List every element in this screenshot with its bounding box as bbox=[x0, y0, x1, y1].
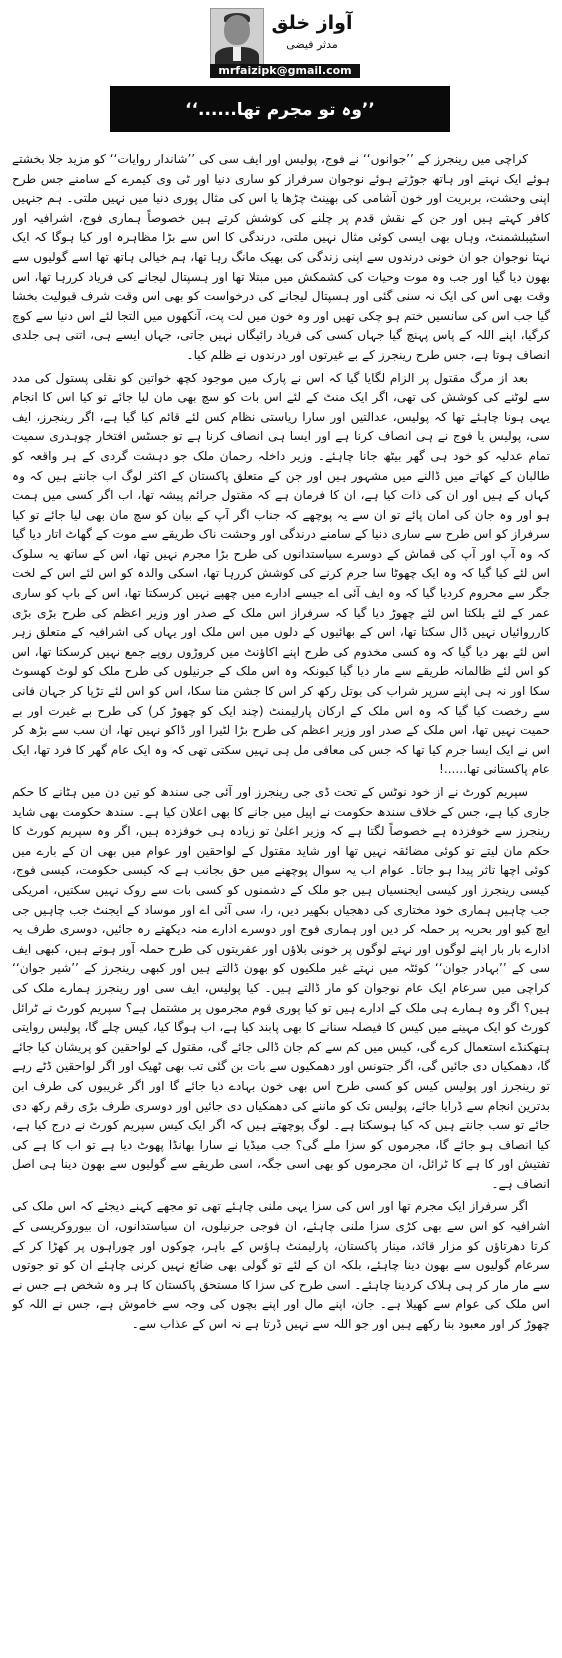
article-paragraph: بعد از مرگ مقتول پر الزام لگایا گیا کہ اس نے پارک میں موجود کچھ خواتین کو نقلی پستول کی مدد سے لوٹنے کی کوشش کی تھی، اگر ایک منٹ کے لئے اس بات کو سچ بھی مان لیا جائے تو کیا اس کا انجام یہی ہونا چاہئے تھا کہ پولیس، عدالتیں اور سارا ریاستی نظام کس لئے قائم کیا گیا ہے، اگر رینجرز، ایف سی، پولیس یا فوج نے ہی انصاف کرنا ہے اور ایسا ہی انصاف کرنا ہے تو جسٹس افتخار چوہدری سمیت تمام عدلیہ کو خود ہی گھر بیٹھ جانا چاہئے۔ وزیر داخلہ رحمان ملک جو دہشت گردی کے ہر واقعہ کو طالبان کے کھاتے میں ڈالنے میں مشہور ہیں اور جن کے متعلق پاکستان کے اکثر لوگ اب جانتے ہیں کہ وہ کہاں کے ہیں اور ان کی ذات کیا ہے، ان کا فرمان ہے کہ مقتول جرائم پیشہ تھا، اب اگر کسی میں ہمت ہو اور وہ جان کی امان پائے تو ان سے یہ پوچھے کہ جناب اگر آپ کے بیان کو سچ مان بھی لیا جائے تو کیا سرفراز کو اس طرح سے ساری دنیا کے سامنے درندگی اور وحشت ناک طریقے سے موت کے گھاٹ اتار دیا گیا کہ وہ آپ اور آپ کی قماش کے دوسرے سیاستدانوں کی طرح بڑا مجرم نہیں تھا، اس کے ساتھ یہ سلوک اس لئے کیا گیا کہ وہ ایک چھوٹا سا جرم کرنے کی کوشش کررہا تھا، اسکی والدہ کو اس لئے اس کے لخت جگر سے محروم کردیا گیا کہ وہ ایف آئی اے جیسے ادارے میں چھپے نہیں کرسکتا تھا، اس کے باپ کو ساری عمر کے لئے بلکتا اس لئے چھوڑ دیا گیا کہ سرفراز اس ملک کے صدر اور وزیر اعظم کی طرح بڑی بڑی کارروائیاں نہیں ڈال سکتا تھا، اس کے بھائیوں کے دلوں میں اس ملک اور یہاں کی اشرافیہ کے متعلق زہر اس لئے بھر دیا گیا کہ وہ کسی مخدوم کی طرح اپنے اکاؤنٹ میں کروڑوں روپے جمع نہیں کرسکتا تھا، اس کو اس لئے ظالمانہ طریقے سے مار دیا گیا کیونکہ وہ اس ملک کے جرنیلوں کی طرح ملک کو لوٹ کھسوٹ سکا اور نہ ہی اپنے سرپر شراب کی بوتل رکھ کر اس کا جشن منا سکا، اس کو اس لئے تڑپا کر جہان فانی سے رخصت کیا گیا کہ وہ اس ملک کے ارکان پارلیمنٹ (چند ایک کو چھوڑ کر) کی طرح بے غیرت اور بے حمیت نہیں تھا، اس ملک کے صدر اور وزیر اعظم کی طرح بڑا لٹیرا اور ڈاکو نہیں تھا، ان سب سے بڑھ کر اس نے ایک ایسا جرم کیا تھا کہ جس کی معافی مل ہی نہیں سکتی تھی کہ وہ ایک عام گھر کا فرد تھا، ایک عام پاکستانی تھا......! bbox=[12, 370, 550, 777]
article-paragraph: کراچی میں رینجرز کے ’’جوانوں‘‘ نے فوج، پولیس اور ایف سی کی ’’شاندار روایات‘‘ کو مزید جلا بخشتے ہوئے ایک نہتے اور ہاتھ جوڑتے ہوئے نوجوان سرفراز کو ساری دنیا اور ٹی وی کیمرے کے سامنے جس طرح اپنی وحشت، بربریت اور خون آشامی کی بھینٹ چڑھا یا اس کی مثال پوری دنیا میں نہیں ملتی۔ ہم جنہیں کافر کہتے ہیں اور جن کے نقش قدم پر چلنے کی کوشش کرتے ہیں خصوصاً ہماری فوج، اشرافیہ اور اسٹیبلشمنٹ، وہاں بھی ایسی کوئی مثال نہیں ملتی، درندگی کا اس سے بڑا مظاہرہ اور کیا ہوگا کہ ایک نہتا نوجوان جو ان خونی درندوں سے اپنی زندگی کی بھیک مانگ رہا تھا، ہم خیالی ہاتھ تھا اسے گولیوں سے بھون دیا گیا اور جب وہ موت وحیات کی کشمکش میں مبتلا تھا اور ہسپتال لیجانے کی فریاد کررہا تھا، اس وقت بھی اس کی ایک نہ سنی گئی اور ہسپتال لیجانے کی درخواست کو بھی اس وقت شرف قبولیت بخشا گیا جب اس کی سانسیں ختم ہو چکی تھیں اور وہ خون میں لت پت، آنکھوں میں التجا لئے اس دنیا سے کوچ کرگیا، اپنے اللہ کے پاس پہنچ گیا جہاں کسی کی فریاد رائیگاں نہیں جاتی، جہاں ایسے ہی، اتنی ہی جلدی انصاف ہوتا ہے، جس طرح رینجرز کے بے غیرتوں اور درندوں نے ظلم کیا۔ bbox=[12, 152, 550, 362]
column-author: مدثر فیضی bbox=[286, 38, 338, 51]
headline-banner bbox=[110, 86, 450, 132]
column-title: آواز خلق bbox=[271, 12, 353, 34]
article-body bbox=[12, 150, 550, 1640]
article-paragraph: اگر سرفراز ایک مجرم تھا اور اس کی سزا یہی ملنی چاہئے تھی تو مجھے کہنے دیجئے کہ اس ملک کی اشرافیہ کو اس سے بھی کڑی سزا ملنی چاہئے، ان فوجی جرنیلوں، ان سیاستدانوں، ان بیوروکریسی کے کرتا دھرتاؤں کو مزار قائد، مینار پاکستان، پارلیمنٹ ہاؤس کے باہر، چوکوں اور چوراہوں پر کھڑا کر کے سرعام گولیوں سے بھون دینا چاہئے، بلکہ ان کے لئے تو گولی بھی ضائع نہیں کرنی چاہئے ان کو تو جوتوں سے مار مار کر ہی ہلاک کردینا چاہئے۔ اسی طرح کی سزا کا مستحق پاکستان کا ہر وہ شخص ہے جس نے اس ملک کی عوام سے کھیلا ہے۔ جان، اپنے مال اور اپنے بچوں کی وجہ سے خاموش ہے، جس نے اللہ کو چھوڑ کر اور معبود بنا رکھے ہیں اور جو اللہ سے نہیں ڈرتا ہے نہ اس کے عذاب سے۔ bbox=[12, 1199, 550, 1332]
author-email: mrfaizipk@gmail.com bbox=[210, 64, 360, 78]
article-paragraph: سپریم کورٹ نے از خود نوٹس کے تحت ڈی جی رینجرز اور آئی جی سندھ کو تین دن میں ہٹانے کا حکم جاری کیا ہے، جس کے خلاف سندھ حکومت نے اپیل میں جانے کا بھی اعلان کیا ہے۔ سندھ حکومت بھی شاید رینجرز سے خوفزدہ ہے خصوصاً لگتا ہے کہ وزیر اعلیٰ تو زیادہ ہی خوفزدہ ہیں، اگر وہ سپریم کورٹ کا حکم مان لیتے تو کوئی مضائقہ نہیں تھا اور شاید مقتول کے لواحقین اور عوام میں بھی ان کے بارے میں کوئی اچھا تاثر پیدا ہو جاتا۔ عوام اب یہ سوال پوچھنے میں حق بجانب ہے کہ کیسی حکومت، کیسی فوج، کیسی رینجرز اور کیسی ایجنسیاں ہیں جو ملک کے دشمنوں کو کسی بات سے روک نہیں سکتیں، امریکی جب چاہیں ہماری خود مختاری کی دھجیاں بکھیر دیں، را، سی آئی اے اور موساد کے ایجنٹ جب چاہیں جی ایچ کیو اور بحریہ پر حملہ کر دیں اور ہماری فوج اور دوسرے ادارے منہ دیکھتے رہ جائیں، دوسری طرف یہ ادارے بار بار اپنے لوگوں اور نہتے لوگوں پر خونی بلاؤں اور عفریتوں کی طرح حملہ آور ہوتے ہیں، کبھی ایف سی کے ’’بہادر جوان‘‘ کوئٹہ میں نہتے غیر ملکیوں کو بھون ڈالتے ہیں اور کبھی رینجرز کے ’’شیر جوان‘‘ کراچی میں سرعام ایک عام نوجوان کو مار ڈالتے ہیں۔ کیا پولیس، ایف سی اور رینجرز ہمارے ملک کی ہیں؟ اگر وہ ہمارے ہی ملک کے ادارے ہیں تو کیا پوری قوم مجرموں پر مشتمل ہے؟ سپریم کورٹ نے ٹرائل کورٹ کو ایک مہینے میں کیس کا فیصلہ سنانے کا بھی پابند کیا ہے، اب ہوگا کیا، کیس چلے گا، پولیس روایتی ہتھکنڈے استعمال کرے گی، کیس میں کم سے کم جان ڈالی جائے گی، مقتول کے لواحقین کو پریشان کیا جائے گا، دھمکیاں دی جائیں گی، اگر جتونس اور دھمکیوں سے بات بن گئی تب بھی ٹھیک اور اگر لواحقین ڈٹے رہے تو رینجرز اور پولیس کیس کو کسی طرح اس بھی خون بہادے دیا جائے گا اور اگر غریبوں کی طرف ابن بدترین انجام سے ڈرایا جائے، پولیس تک کو ماننے کی دھمکیاں دی جائیں اور دوسری طرف بڑی رقم رکھ دی جائے تو سب جانتے ہیں کہ کیا ہوسکتا ہے۔ لوگ پوچھتے ہیں کہ اگر ایک کیس سپریم کورٹ نے درج کیا ہے، کیا انصاف ہو جائے گا، مجرموں کو سزا ملے گی؟ جب میڈیا نے سارا بھانڈا پھوٹ دیا ہے تو اب کا ہے کی تفتیش اور کا ہے کا ٹرائل، ان مجرموں کو بھی اسی جگہ، اسی طریقے سے گولیوں سے بھون دینا ہی اصل انصاف ہے۔ bbox=[12, 785, 550, 1191]
author-photo bbox=[210, 8, 264, 66]
headline: ’’وہ تو مجرم تھا......‘‘ bbox=[185, 99, 375, 120]
